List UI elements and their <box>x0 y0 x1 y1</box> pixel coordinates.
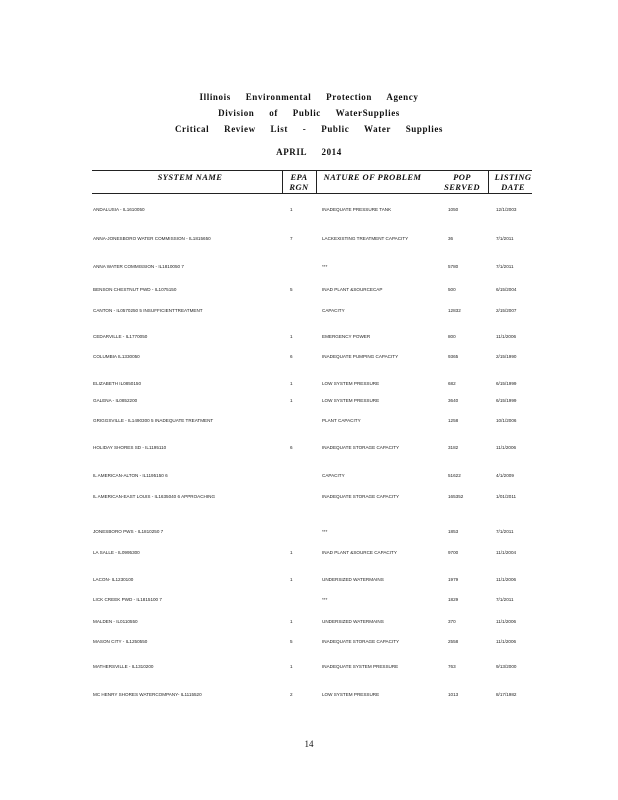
population-served-cell: 36 <box>448 236 454 241</box>
listing-date-cell: 12/1/2003 <box>496 207 517 212</box>
epa-region-cell: 2 <box>290 692 293 697</box>
system-name-cell: LICK CREEK PWD - IL1815100 7 <box>93 597 162 602</box>
listing-date-cell: 9/13/2000 <box>496 664 517 669</box>
population-served-cell: 1258 <box>448 418 459 423</box>
system-name-cell: MASON CITY - IL1250550 <box>93 639 148 644</box>
system-name-cell: MATHERSVILLE - IL1310200 <box>93 664 154 669</box>
population-served-cell: 9365 <box>448 354 459 359</box>
report-period: APRIL 2014 <box>276 147 342 157</box>
system-name-cell: ANDALUSIA - IL1610050 <box>93 207 145 212</box>
epa-region-cell: 6 <box>290 354 293 359</box>
header-epa-rgn <box>283 172 315 192</box>
epa-region-cell: 1 <box>290 577 293 582</box>
system-name-cell: GALENA - IL0852200 <box>93 398 138 403</box>
listing-date-cell: 6/15/1999 <box>496 398 517 403</box>
nature-of-problem-cell: UNDERSIZED WATERMAINS <box>322 619 384 624</box>
system-name-cell: IL AMERICAN-EAST LOUIS - IL1635040 6 APPROACHING <box>93 494 216 499</box>
nature-of-problem-cell: *** <box>322 597 328 602</box>
population-served-cell: 1829 <box>448 597 459 602</box>
nature-of-problem-cell: INADEQUATE STORAGE CAPACITY <box>322 445 400 450</box>
population-served-cell: 3182 <box>448 445 459 450</box>
nature-of-problem-cell: INADEQUATE STORAGE CAPACITY <box>322 639 400 644</box>
header-system-name: SYSTEM NAME <box>157 172 223 182</box>
population-served-cell: 1050 <box>448 207 459 212</box>
system-name-cell: MC HENRY SHORES WATERCOMPANY- IL1115520 <box>93 692 202 697</box>
epa-region-cell: 1 <box>290 619 293 624</box>
header-served-line: SERVED <box>444 182 480 192</box>
system-name-cell: CEDARVILLE - IL1770050 <box>93 334 148 339</box>
listing-date-cell: 11/1/2006 <box>496 577 517 582</box>
nature-of-problem-cell: CAPACITY <box>322 308 345 313</box>
epa-region-cell: 5 <box>290 639 293 644</box>
nature-of-problem-cell: PLANT CAPACITY <box>322 418 361 423</box>
population-served-cell: 51622 <box>448 473 461 478</box>
population-served-cell: 165352 <box>448 494 464 499</box>
header-date-line: DATE <box>501 182 525 192</box>
table-top-rule <box>92 170 532 171</box>
epa-region-cell: 5 <box>290 287 293 292</box>
epa-region-cell: 1 <box>290 207 293 212</box>
nature-of-problem-cell: UNDERSIZED WATERMAINS <box>322 577 384 582</box>
listing-date-cell: 6/15/1999 <box>496 381 517 386</box>
column-divider <box>488 171 489 193</box>
population-served-cell: 9700 <box>448 550 459 555</box>
system-name-cell: COLUMBIA IL1330050 <box>93 354 140 359</box>
nature-of-problem-cell: INAD PLANT &SOURCE CAPACITY <box>322 550 397 555</box>
agency-title: Illinois Environmental Protection Agency <box>199 92 419 102</box>
nature-of-problem-cell: INADEQUATE STORAGE CAPACITY <box>322 494 400 499</box>
system-name-cell: ANNA-JONESBORO WATER COMMISSION - IL1815650 <box>93 236 211 241</box>
header-pop-served <box>438 172 486 192</box>
population-served-cell: 1853 <box>448 529 459 534</box>
population-served-cell: 682 <box>448 381 456 386</box>
header-nature-of-problem: NATURE OF PROBLEM <box>323 172 422 182</box>
listing-date-cell: 11/1/2006 <box>496 445 517 450</box>
nature-of-problem-cell: INADEQUATE SYSTEM PRESSURE <box>322 664 399 669</box>
population-served-cell: 1013 <box>448 692 459 697</box>
nature-of-problem-cell: LOW SYSTEM PRESSURE <box>322 381 380 386</box>
listing-date-cell: 11/1/2006 <box>496 619 517 624</box>
population-served-cell: 1979 <box>448 577 459 582</box>
system-name-cell: GRIGGSVILLE - IL1490300 5 INADEQUATE TREATMENT <box>93 418 214 423</box>
column-divider <box>316 171 317 193</box>
system-name-cell: ELIZABETH IL0850150 <box>93 381 142 386</box>
nature-of-problem-cell: LACKEXISTING TREATMENT CAPACITY <box>322 236 409 241</box>
population-served-cell: 500 <box>448 287 456 292</box>
table-header-rule <box>92 193 532 194</box>
nature-of-problem-cell: LOW SYSTEM PRESSURE <box>322 692 380 697</box>
header-epa-line: EPA <box>290 172 308 182</box>
nature-of-problem-cell: CAPACITY <box>322 473 345 478</box>
listing-date-cell: 7/1/2011 <box>496 597 514 602</box>
listing-date-cell: 7/1/2011 <box>496 264 514 269</box>
population-served-cell: 12832 <box>448 308 461 313</box>
listing-date-cell: 4/1/2009 <box>496 473 514 478</box>
population-served-cell: 5780 <box>448 264 459 269</box>
listing-date-cell: 2/15/2007 <box>496 308 517 313</box>
header-rgn-line: RGN <box>289 182 309 192</box>
population-served-cell: 3640 <box>448 398 459 403</box>
listing-date-cell: 11/1/2006 <box>496 334 517 339</box>
system-name-cell: LA SALLE - IL0995300 <box>93 550 140 555</box>
system-name-cell: BENSON CHESTNUT PWD - IL1075150 <box>93 287 177 292</box>
listing-date-cell: 11/1/2004 <box>496 550 517 555</box>
system-name-cell: HOLIDAY SHORES SD - IL1195110 <box>93 445 167 450</box>
system-name-cell: MALDEN - IL0110550 <box>93 619 138 624</box>
header-listing-date <box>490 172 536 192</box>
listing-date-cell: 11/1/2006 <box>496 639 517 644</box>
system-name-cell: CANTON - IL0570250 5 INSUFFICIENTTREATMENT <box>93 308 203 313</box>
epa-region-cell: 1 <box>290 664 293 669</box>
nature-of-problem-cell: INADEQUATE PUMPING CAPACITY <box>322 354 399 359</box>
population-served-cell: 2558 <box>448 639 459 644</box>
header-pop-line: POP <box>453 172 471 182</box>
population-served-cell: 763 <box>448 664 456 669</box>
listing-date-cell: 2/15/1990 <box>496 354 517 359</box>
nature-of-problem-cell: EMERGENCY POWER <box>322 334 371 339</box>
listing-date-cell: 7/1/2011 <box>496 529 514 534</box>
page-number: 14 <box>304 739 314 749</box>
epa-region-cell: 1 <box>290 550 293 555</box>
population-served-cell: 800 <box>448 334 456 339</box>
epa-region-cell: 6 <box>290 445 293 450</box>
system-name-cell: JONESBORO PWS - IL1810250 7 <box>93 529 164 534</box>
epa-region-cell: 1 <box>290 398 293 403</box>
listing-date-cell: 7/1/2011 <box>496 236 514 241</box>
system-name-cell: LACON- IL1230100 <box>93 577 134 582</box>
nature-of-problem-cell: *** <box>322 264 328 269</box>
population-served-cell: 370 <box>448 619 456 624</box>
listing-date-cell: 8/17/1982 <box>496 692 517 697</box>
listing-date-cell: 1/01/2011 <box>496 494 517 499</box>
system-name-cell: ANNA WATER COMMISSION - IL1810050 7 <box>93 264 184 269</box>
nature-of-problem-cell: INAD PLANT &SOURCECAP <box>322 287 383 292</box>
nature-of-problem-cell: LOW SYSTEM PRESSURE <box>322 398 380 403</box>
list-title: Critical Review List - Public Water Supplies <box>174 124 444 134</box>
system-name-cell: IL AMERICAN-ALTON - IL1195150 6 <box>93 473 168 478</box>
epa-region-cell: 1 <box>290 381 293 386</box>
listing-date-cell: 6/15/2004 <box>496 287 517 292</box>
header-listing-line: LISTING <box>494 172 532 182</box>
nature-of-problem-cell: INADEQUATE PRESSURE TANK <box>322 207 392 212</box>
division-title: Division of Public WaterSupplies <box>218 108 400 118</box>
nature-of-problem-cell: *** <box>322 529 328 534</box>
listing-date-cell: 10/1/2006 <box>496 418 517 423</box>
epa-region-cell: 7 <box>290 236 293 241</box>
epa-region-cell: 1 <box>290 334 293 339</box>
